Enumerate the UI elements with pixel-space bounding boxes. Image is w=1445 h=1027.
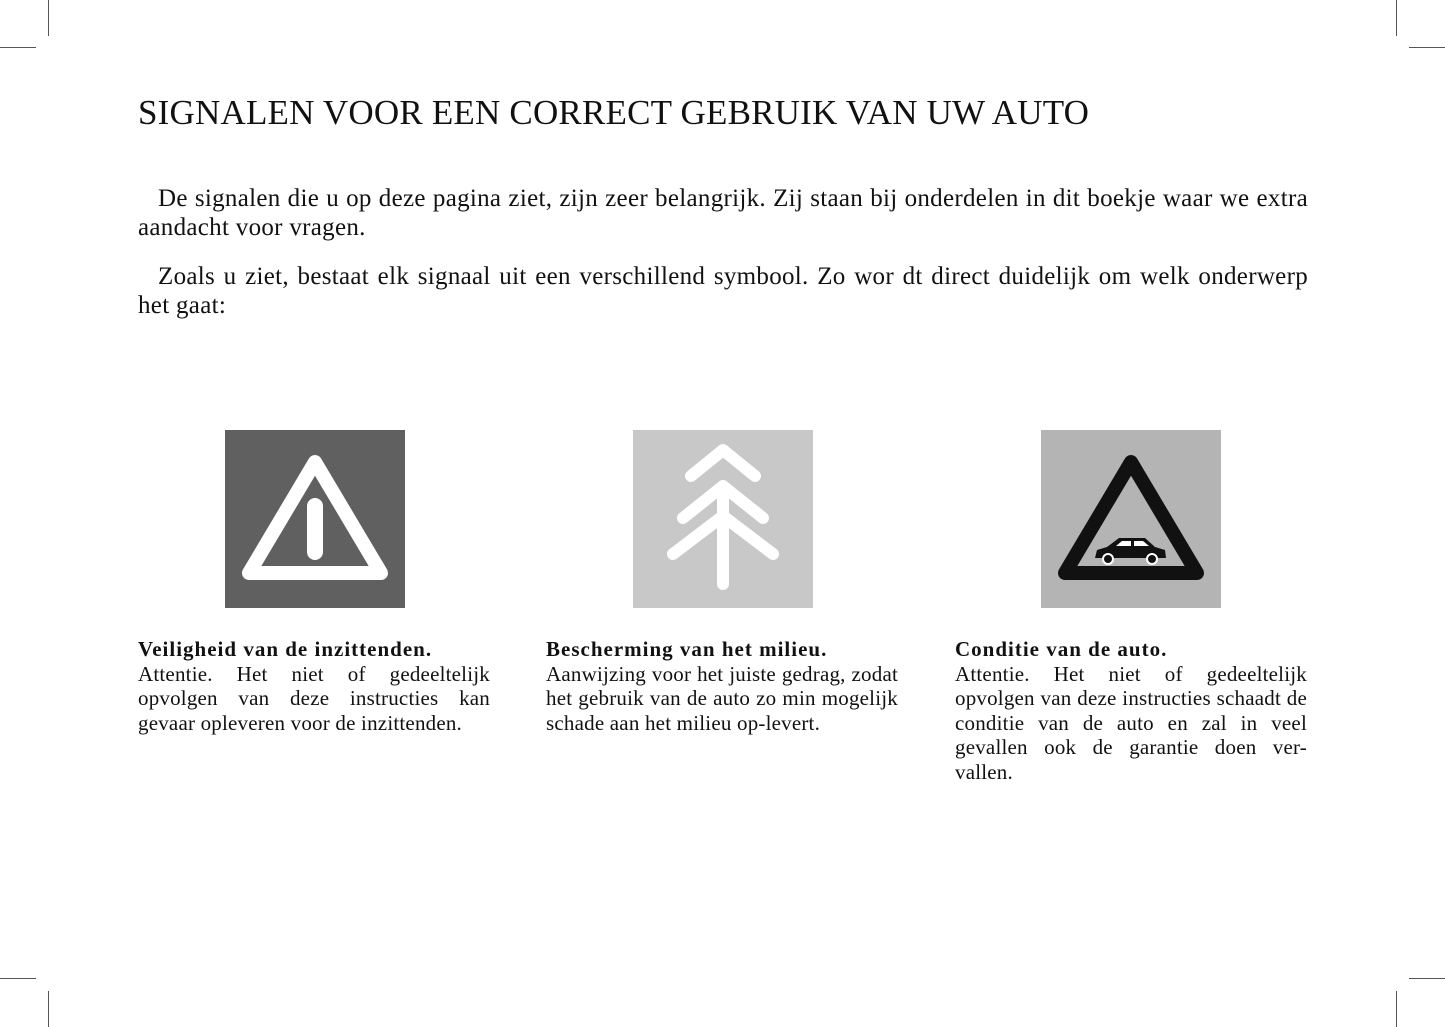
crop-mark: [1396, 0, 1397, 36]
intro-paragraph: De signalen die u op deze pagina ziet, zijn zeer belangrijk. Zij staan bij onderdelen in dit boekje waar we extra aandacht voor vragen.: [138, 185, 1308, 241]
crop-mark: [0, 978, 36, 979]
signal-description: Aanwijzing voor het juiste gedrag, zodat het gebruik van de auto zo min mogelijk schade aan het milieu op-levert.: [546, 661, 898, 735]
crop-mark: [1409, 47, 1445, 48]
crop-mark: [1396, 991, 1397, 1027]
signal-description-block: [138, 637, 490, 735]
signal-description: Attentie. Het niet of gedeeltelijk opvolgen van deze instructies kan gevaar opleveren voor de inzittenden.: [138, 661, 490, 735]
signal-description-block: [546, 637, 898, 735]
crop-mark: [1409, 978, 1445, 979]
crop-mark: [48, 0, 49, 36]
crop-mark: [0, 47, 36, 48]
car-warning-triangle-icon: [1041, 430, 1221, 608]
signal-description-block: [955, 637, 1307, 784]
signal-description: Attentie. Het niet of gedeeltelijk opvolgen van deze instructies schaadt de conditie van de auto en zal in veel gevallen ook de garantie doen ver-vallen.: [955, 661, 1307, 784]
signal-title: Conditie van de auto.: [955, 637, 1168, 661]
warning-triangle-icon: [225, 430, 405, 608]
signal-title: Bescherming van het milieu.: [546, 637, 828, 661]
page-title: SIGNALEN VOOR EEN CORRECT GEBRUIK VAN UW AUTO: [138, 93, 1090, 132]
crop-mark: [48, 991, 49, 1027]
signal-title: Veiligheid van de inzittenden.: [138, 637, 433, 661]
intro-paragraph: Zoals u ziet, bestaat elk signaal uit een verschillend symbool. Zo wor dt direct duidelijk om welk onderwerp het gaat:: [138, 263, 1308, 319]
pine-tree-arrow-icon: [633, 430, 813, 608]
